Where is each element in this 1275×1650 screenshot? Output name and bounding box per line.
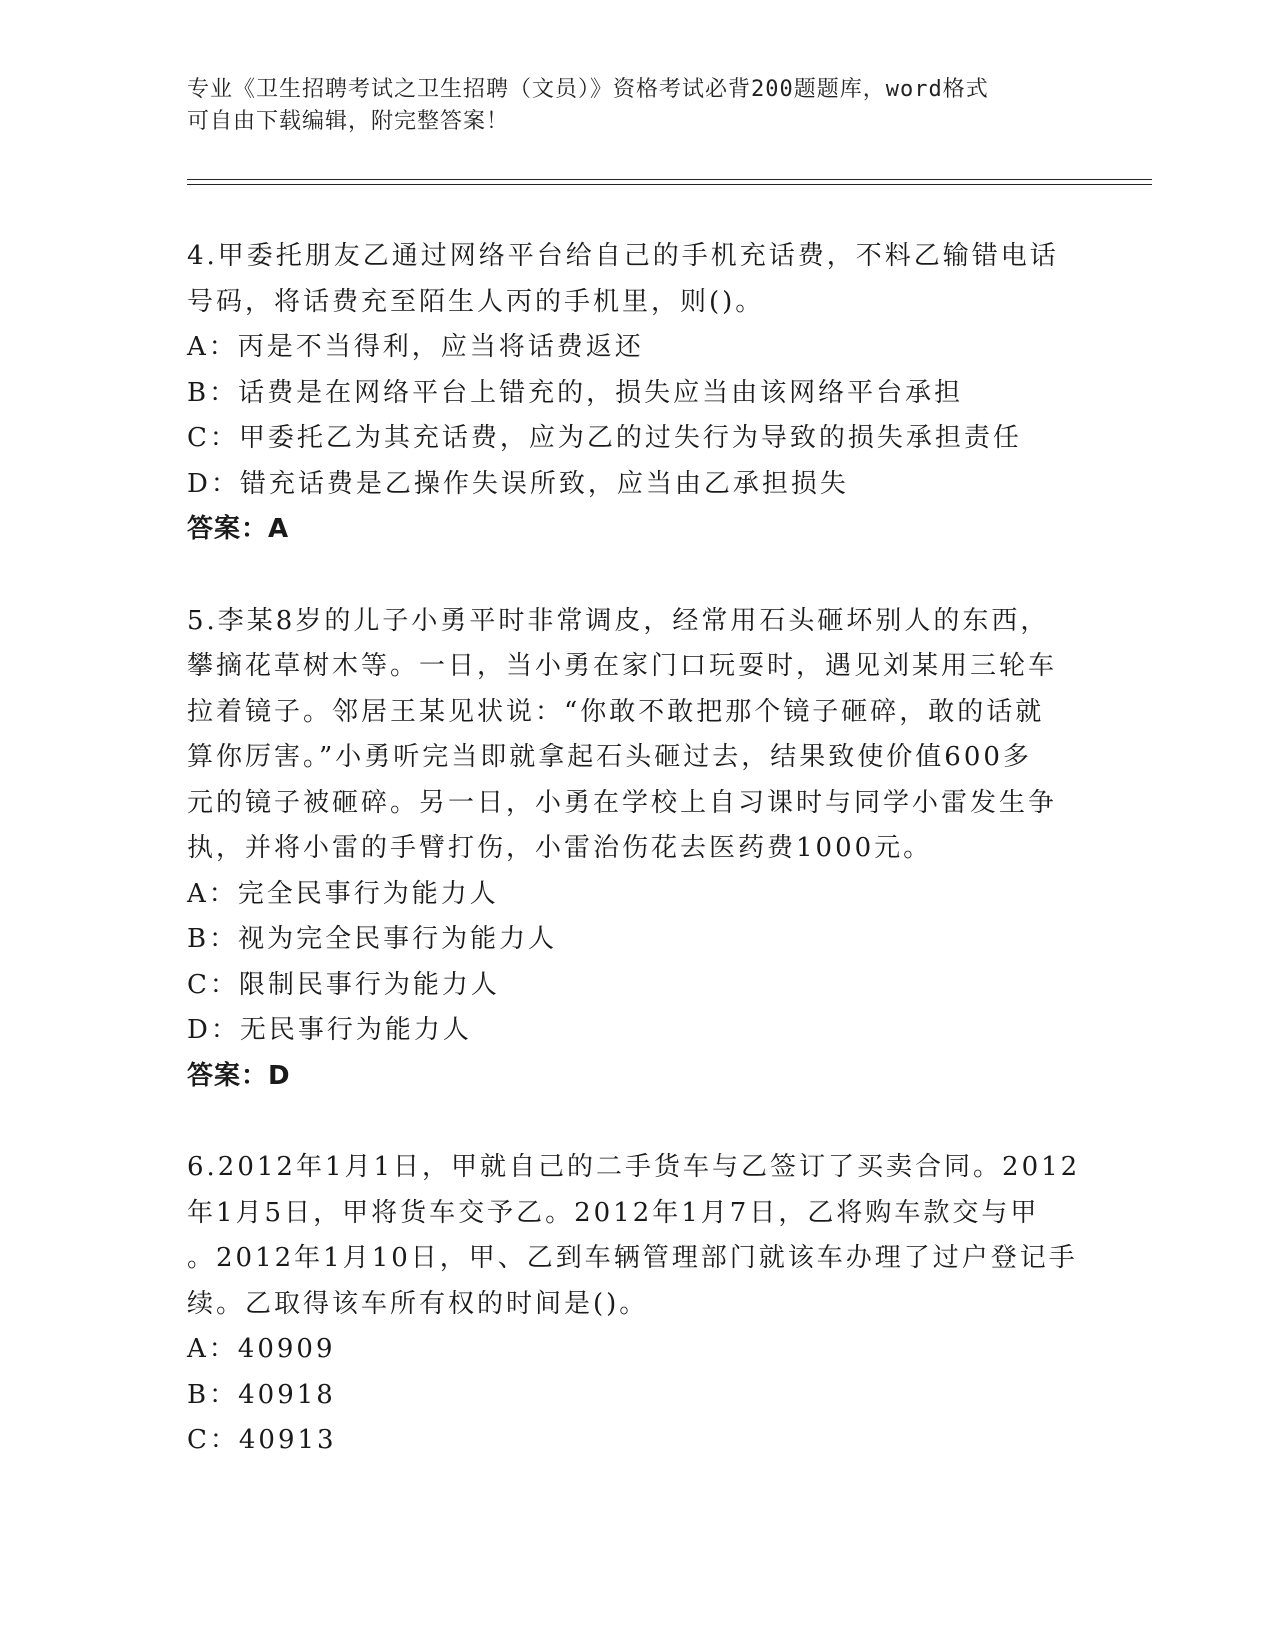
option-b: B：视为完全民事行为能力人 (187, 924, 558, 954)
question-stem-line: 年1月5日，甲将货车交予乙。2012年1月7日，乙将购车款交与甲 (187, 1197, 1040, 1228)
answer-label: 答案：A (187, 514, 290, 544)
option-a: A：丙是不当得利，应当将话费返还 (187, 332, 644, 362)
question-stem-line: 5.李某8岁的儿子小勇平时非常调皮，经常用石头砸坏别人的东西， (187, 605, 1050, 636)
answer-label: 答案：D (187, 1060, 291, 1091)
question-6 (187, 1145, 1087, 1464)
header-line-2: 可自由下载编辑，附完整答案！ (187, 109, 510, 134)
question-stem-line: 续。乙取得该车所有权的时间是()。 (187, 1288, 649, 1319)
option-c: C：限制民事行为能力人 (187, 969, 500, 1000)
option-d: D：错充话费是乙操作失误所致，应当由乙承担损失 (187, 468, 849, 499)
option-a: A：40909 (187, 1334, 336, 1364)
question-stem-line: 6.2012年1月1日，甲就自己的二手货车与乙签订了买卖合同。2012 (187, 1152, 1081, 1182)
header-rule-bottom (187, 184, 1152, 185)
question-spacer (187, 553, 1087, 599)
header-line-1: 专业《卫生招聘考试之卫生招聘（文员）》资格考试必背200题题库，word格式 (187, 77, 989, 102)
question-stem-line: 算你厉害。”小勇听完当即就拿起石头砸过去，结果致使价值600多 (187, 742, 1032, 772)
option-d: D：无民事行为能力人 (187, 1015, 472, 1045)
question-list (187, 234, 1087, 1464)
question-stem-line: 。2012年1月10日，甲、乙到车辆管理部门就该车办理了过户登记手 (187, 1243, 1078, 1273)
question-stem-line: 4.甲委托朋友乙通过网络平台给自己的手机充话费，不料乙输错电话 (187, 241, 1059, 271)
question-stem-line: 拉着镜子。邻居王某见状说：“你敢不敢把那个镜子砸碎，敢的话就 (187, 696, 1045, 727)
option-b: B：话费是在网络平台上错充的，损失应当由该网络平台承担 (187, 377, 964, 408)
question-4 (187, 234, 1087, 553)
option-c: C：甲委托乙为其充话费，应为乙的过失行为导致的损失承担责任 (187, 423, 1022, 453)
question-stem-line: 执，并将小雷的手臂打伤，小雷治伤花去医药费1000元。 (187, 833, 933, 863)
option-b: B：40918 (187, 1379, 336, 1410)
question-stem-line: 号码，将话费充至陌生人丙的手机里，则()。 (187, 286, 765, 317)
header-rule-top (187, 179, 1152, 180)
option-c: C：40913 (187, 1425, 337, 1455)
question-spacer (187, 1099, 1087, 1145)
question-stem-line: 元的镜子被砸碎。另一日，小勇在学校上自习课时与同学小雷发生争 (187, 787, 1058, 818)
document-header (187, 74, 1087, 138)
question-stem-line: 攀摘花草树木等。一日，当小勇在家门口玩耍时，遇见刘某用三轮车 (187, 651, 1058, 681)
question-5 (187, 599, 1087, 1100)
option-a: A：完全民事行为能力人 (187, 878, 499, 909)
